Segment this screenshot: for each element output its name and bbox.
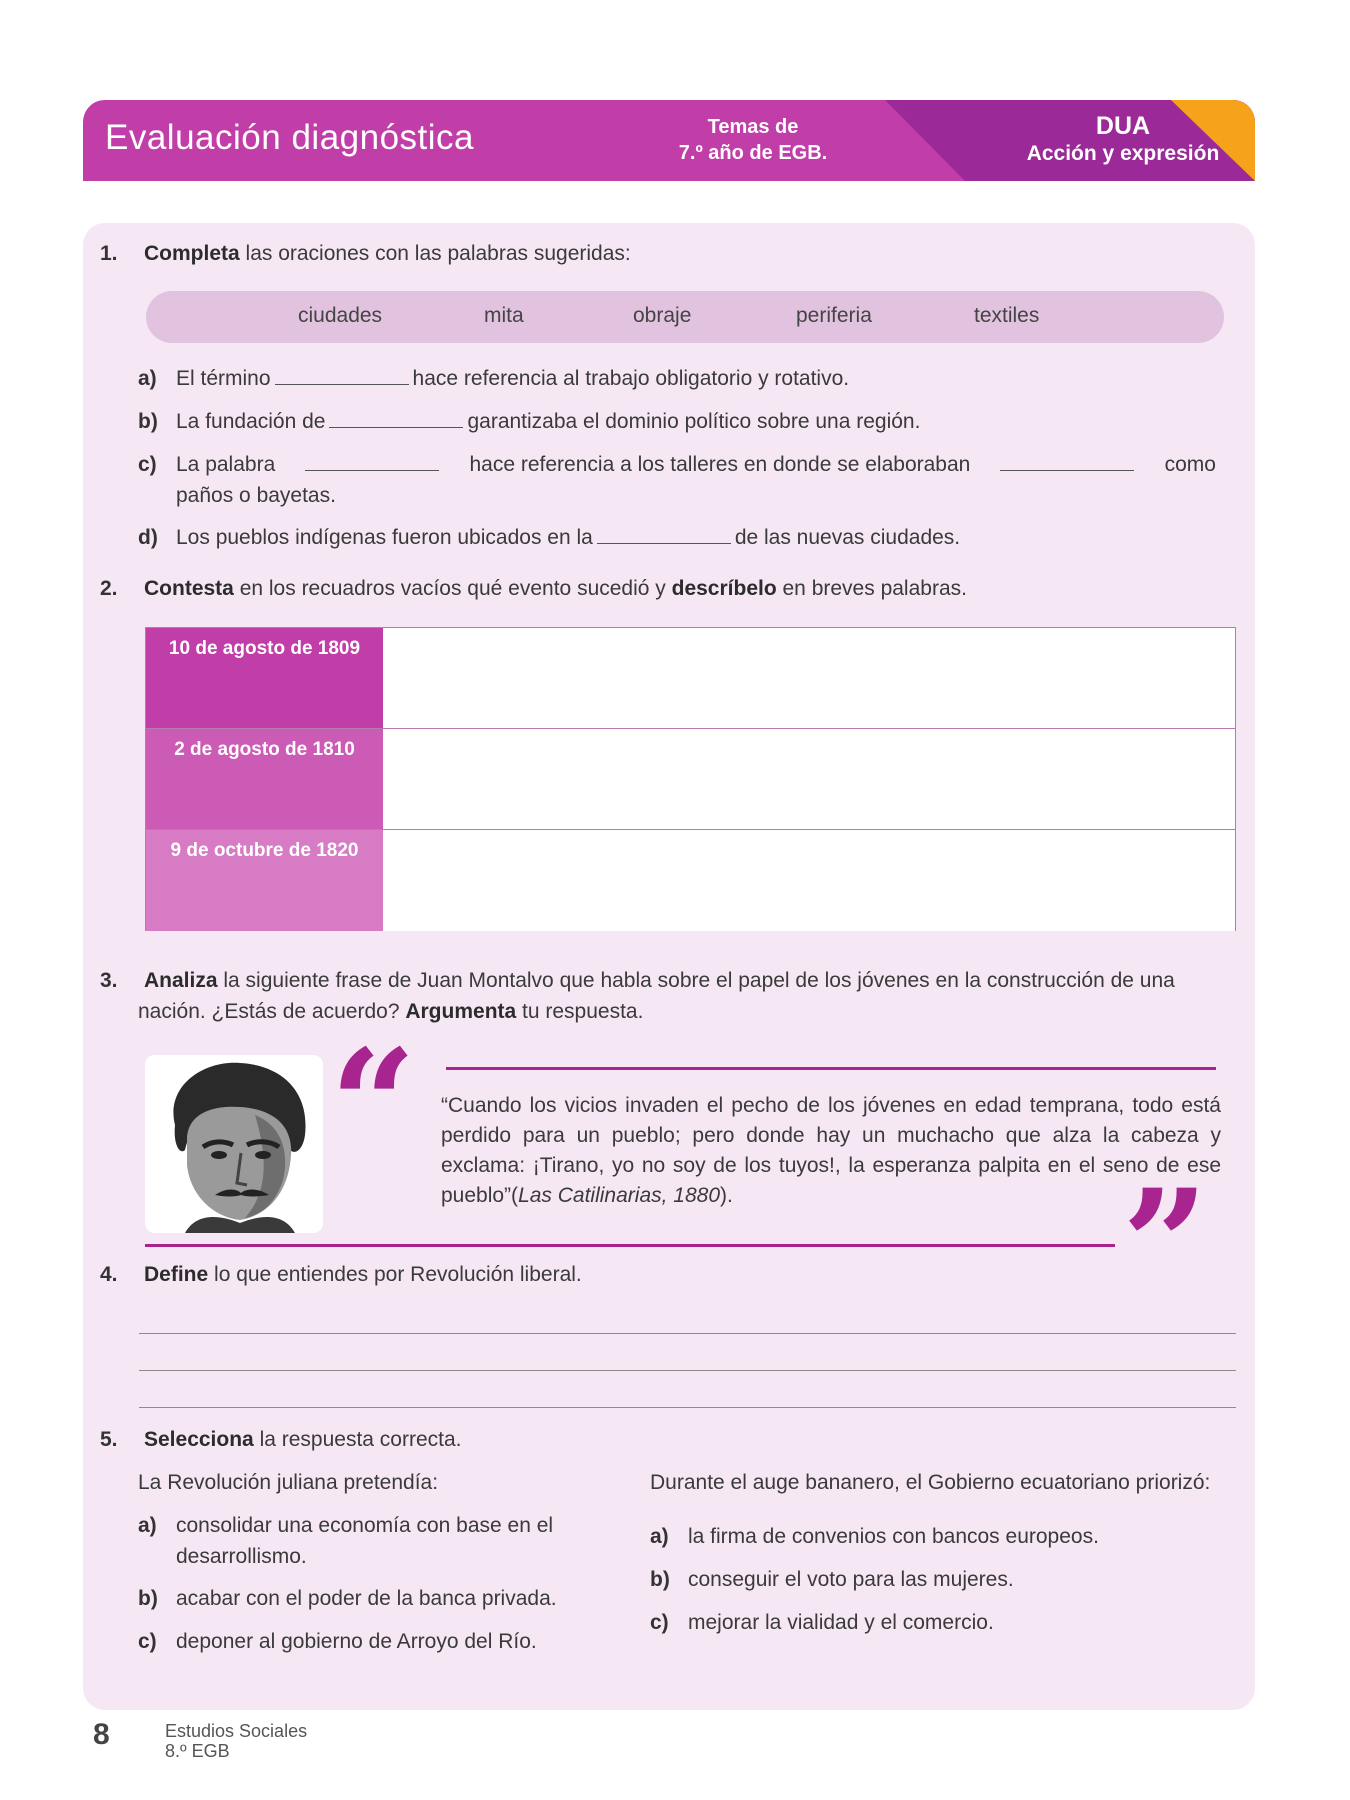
word-bank-item: obraje (633, 304, 692, 327)
item-letter: b) (138, 410, 158, 433)
answer-line[interactable] (139, 1407, 1236, 1408)
q1-item-a (138, 363, 1238, 394)
question-3 (100, 965, 1240, 1027)
option-text: mejorar la vialidad y el comercio. (688, 1611, 994, 1634)
option-letter: b) (138, 1587, 158, 1610)
question-verb: Contesta (144, 577, 234, 600)
question-text: la siguiente frase de Juan Montalvo que habla sobre el papel de los jóvenes en la construcción de una (217, 969, 1175, 992)
answer-line[interactable] (139, 1370, 1236, 1371)
question-verb: Argumenta (405, 1000, 517, 1023)
question-text: nación. ¿Estás de acuerdo? (138, 1000, 406, 1023)
item-text-line2: paños o bayetas. (176, 484, 336, 507)
quote-source: Las Catilinarias, 1880 (518, 1184, 721, 1207)
temas-label (663, 114, 843, 166)
montalvo-quote (441, 1091, 1221, 1211)
answer-box[interactable] (383, 729, 1235, 829)
date-cell: 2 de agosto de 1810 (146, 729, 383, 829)
question-text: la respuesta correcta. (253, 1428, 462, 1451)
item-text: La palabra (176, 453, 276, 476)
q5-right-option-b[interactable] (650, 1564, 1230, 1595)
item-letter: d) (138, 526, 158, 549)
question-verb: Define (144, 1263, 209, 1286)
q5-right-option-a[interactable] (650, 1521, 1230, 1552)
item-text: garantizaba el dominio político sobre una región. (467, 410, 921, 433)
quote-close-icon: ” (1122, 1157, 1209, 1333)
footer-subject (165, 1721, 307, 1761)
question-text: lo que entiendes por Revolución liberal. (208, 1263, 582, 1286)
quote-divider-top (446, 1067, 1216, 1070)
item-text: hace referencia al trabajo obligatorio y rotativo. (412, 367, 850, 390)
option-text: conseguir el voto para las mujeres. (688, 1568, 1014, 1591)
option-letter: a) (138, 1514, 157, 1537)
dua-label (963, 112, 1255, 168)
dua-line2: Acción y expresión (1026, 142, 1220, 165)
answer-box[interactable] (383, 628, 1235, 728)
answer-blank[interactable] (275, 363, 409, 385)
montalvo-portrait (145, 1055, 323, 1233)
table-row (146, 729, 1235, 830)
quote-open-icon: “ (330, 1017, 417, 1193)
question-number: 3. (100, 969, 118, 992)
question-verb: Selecciona (144, 1428, 254, 1451)
answer-blank[interactable] (1000, 449, 1134, 471)
question-number: 2. (100, 577, 118, 600)
item-text: El término (176, 367, 271, 390)
question-text: las oraciones con las palabras sugeridas: (239, 242, 631, 265)
quote-divider-bottom (145, 1244, 1115, 1247)
option-letter: b) (650, 1568, 670, 1591)
portrait-icon (145, 1055, 323, 1233)
q1-item-b (138, 406, 1238, 437)
question-number: 1. (100, 242, 118, 265)
word-bank-item: ciudades (298, 304, 383, 327)
q1-item-c (138, 449, 1238, 511)
subject-name: Estudios Sociales (165, 1721, 308, 1741)
item-letter: c) (138, 453, 157, 476)
date-cell: 9 de octubre de 1820 (146, 830, 383, 931)
q5-left-option-b[interactable] (138, 1583, 658, 1614)
answer-line[interactable] (139, 1333, 1236, 1334)
item-text: La fundación de (176, 410, 326, 433)
word-bank-item: periferia (796, 304, 872, 327)
item-text: Los pueblos indígenas fueron ubicados en la (176, 526, 593, 549)
word-bank-item: textiles (974, 304, 1040, 327)
word-bank (146, 291, 1224, 343)
q1-item-d (138, 522, 1238, 553)
option-text: consolidar una economía con base en el (176, 1514, 554, 1537)
answer-box[interactable] (383, 830, 1235, 931)
question-4 (100, 1259, 1240, 1290)
item-text: hace referencia a los talleres en donde se elaboraban (469, 453, 971, 476)
option-text-line2: desarrollismo. (176, 1545, 307, 1568)
q5-left-option-a[interactable] (138, 1510, 658, 1572)
q5-right-option-c[interactable] (650, 1607, 1230, 1638)
temas-line2: 7.º año de EGB. (678, 142, 828, 164)
table-row (146, 830, 1235, 931)
q5-left-option-c[interactable] (138, 1626, 658, 1657)
grade-name: 8.º EGB (165, 1741, 230, 1761)
temas-line1: Temas de (707, 116, 799, 138)
item-text: de las nuevas ciudades. (734, 526, 961, 549)
question-1 (100, 238, 1240, 269)
question-text: en breves palabras. (776, 577, 967, 600)
question-text: tu respuesta. (516, 1000, 644, 1023)
question-5 (100, 1424, 1240, 1455)
option-text: acabar con el poder de la banca privada. (176, 1587, 557, 1610)
word-bank-item: mita (484, 304, 524, 327)
question-2 (100, 573, 1240, 604)
question-text: en los recuadros vacíos qué evento sucedió y (233, 577, 672, 600)
page-number: 8 (93, 1718, 110, 1751)
option-letter: c) (138, 1630, 157, 1653)
answer-blank[interactable] (597, 522, 731, 544)
quote-body: “Cuando los vicios invaden el pecho de los jóvenes en edad temprana, todo está perdido para un pueblo; pero donde hay un muchacho que alza la cabeza y exclama: ¡Tirano, yo no soy de los tuyos!, la esperanza palpita en el seno de ese pueblo”( (441, 1094, 1221, 1207)
q5-left-prompt: La Revolución juliana pretendía: (138, 1471, 439, 1494)
question-verb: Analiza (144, 969, 218, 992)
table-row (146, 628, 1235, 729)
item-letter: a) (138, 367, 157, 390)
events-table (145, 627, 1236, 931)
quote-end: ). (720, 1184, 733, 1207)
q5-right-prompt: Durante el auge bananero, el Gobierno ecuatoriano priorizó: (650, 1471, 1211, 1494)
dua-line1: DUA (1095, 112, 1151, 140)
question-number: 4. (100, 1263, 118, 1286)
date-cell: 10 de agosto de 1809 (146, 628, 383, 728)
option-text: deponer al gobierno de Arroyo del Río. (176, 1630, 537, 1653)
page-title: Evaluación diagnóstica (105, 118, 475, 157)
answer-blank[interactable] (305, 449, 439, 471)
option-letter: a) (650, 1525, 669, 1548)
option-letter: c) (650, 1611, 669, 1634)
question-verb: descríbelo (671, 577, 777, 600)
option-text: la firma de convenios con bancos europeos. (688, 1525, 1099, 1548)
question-number: 5. (100, 1428, 118, 1451)
question-verb: Completa (144, 242, 240, 265)
header-banner (83, 100, 1255, 181)
item-text: como (1164, 453, 1216, 476)
answer-blank[interactable] (329, 406, 463, 428)
